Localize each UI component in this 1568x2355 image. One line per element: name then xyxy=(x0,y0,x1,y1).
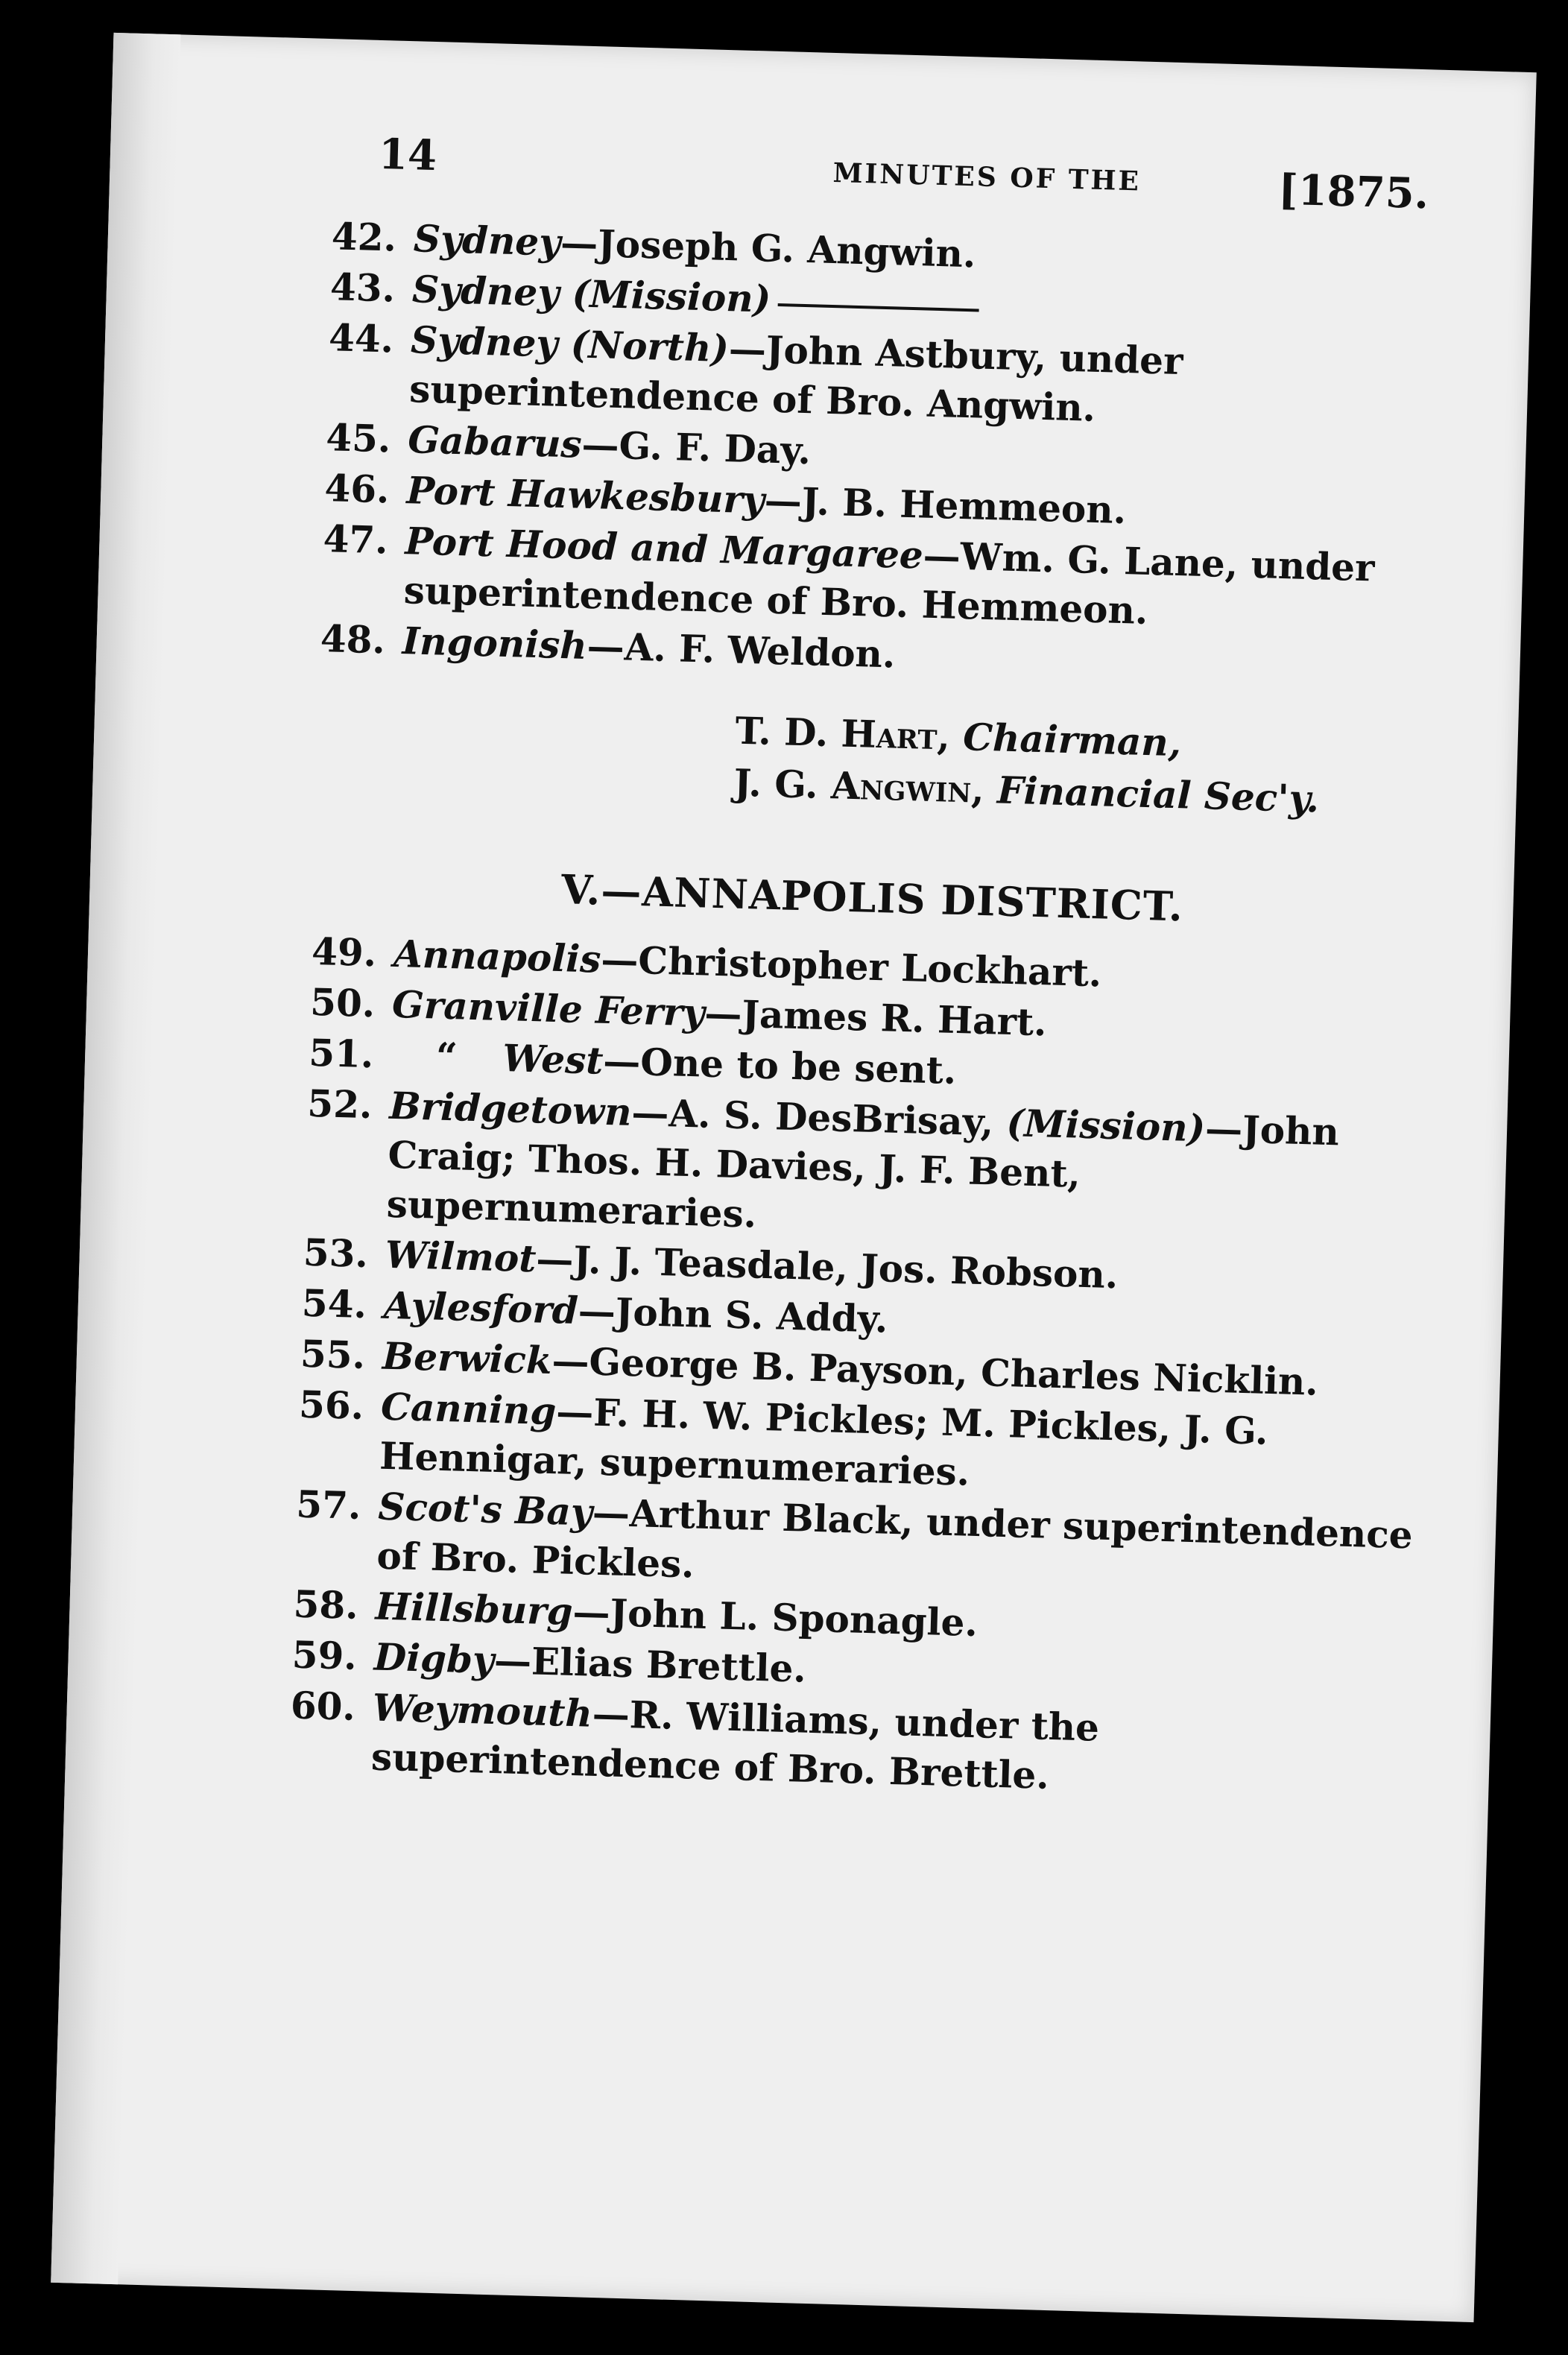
circuit-name: Scot's Bay xyxy=(377,1484,593,1534)
circuit-name: Hillsburg xyxy=(374,1584,574,1634)
blank-line xyxy=(778,303,979,312)
circuit-name: Sydney (North) xyxy=(410,317,730,371)
circuit-name: Aylesford xyxy=(383,1283,579,1333)
district-heading: V.—ANNAPOLIS DISTRICT. xyxy=(560,865,1184,931)
circuit-entry: 57. Scot's Bay—Arthur Black, under superintendence of Bro. Pickles. xyxy=(295,1482,1414,1587)
circuit-list-annapolis xyxy=(288,927,1429,1810)
circuit-list-cape-breton xyxy=(320,212,1450,695)
page-header xyxy=(378,130,1430,218)
circuit-entry: 47. Port Hood and Margaree—Wm. G. Lane, under superintendence of Bro. Hemmeon. xyxy=(322,516,1376,633)
circuit-name: Canning xyxy=(380,1384,557,1434)
circuit-name: Port Hawkesbury xyxy=(405,468,765,522)
circuit-entry: 44. Sydney (North)—John Astbury, under superintendence of Bro. Angwin. xyxy=(328,315,1184,430)
circuit-entry: 56. Canning—F. H. W. Pickles; M. Pickles, J. G. Hennigar, supernumeraries. xyxy=(298,1382,1269,1494)
year: [1875. xyxy=(1277,165,1430,219)
signature-chairman: T. D. Hart, Chairman, xyxy=(734,708,1182,765)
circuit-entry: 49. Annapolis—Christopher Lockhart. xyxy=(311,929,1103,996)
circuit-entry: 50. Granville Ferry—James R. Hart. xyxy=(309,979,1048,1045)
circuit-name: Granville Ferry xyxy=(391,981,706,1035)
circuit-entry: 46. Port Hawkesbury—J. B. Hemmeon. xyxy=(323,466,1127,533)
circuit-entry: 51. “ West—One to be sent. xyxy=(308,1030,958,1093)
circuit-entry: 43. Sydney (Mission) xyxy=(329,262,1448,343)
signature-financial-secretary: J. G. Angwin, Financial Sec'y. xyxy=(733,760,1321,821)
circuit-name: Sydney (Mission) xyxy=(411,267,772,321)
circuit-entry: 48. Ingonish—A. F. Weldon. xyxy=(320,616,897,677)
circuit-name: Berwick xyxy=(382,1333,553,1383)
circuit-entry: 52. Bridgetown—A. S. DesBrisay, (Mission)—John Craig; Thos. H. Davies, J. F. Bent, supernumeraries. xyxy=(306,1081,1340,1236)
circuit-name: Gabarus xyxy=(407,417,583,467)
circuit-name: Weymouth xyxy=(372,1685,593,1736)
circuit-entry: 60. Weymouth—R. Williams, under the superintendence of Bro. Brettle. xyxy=(290,1683,1100,1798)
running-title: MINUTES OF THE xyxy=(832,157,1142,197)
book-page xyxy=(51,33,1537,2322)
circuit-name: (Mission) xyxy=(1005,1100,1207,1151)
circuit-name: Ingonish xyxy=(402,619,588,668)
circuit-name: Bridgetown xyxy=(388,1083,633,1134)
circuit-entry: 54. Aylesford—John S. Addy. xyxy=(301,1280,889,1341)
circuit-entry: 53. Wilmot—J. J. Teasdale, Jos. Robson. xyxy=(303,1230,1119,1297)
circuit-name: Annapolis xyxy=(393,931,602,981)
page-number: 14 xyxy=(378,129,437,181)
circuit-entry: 45. Gabarus—G. F. Day. xyxy=(325,415,812,473)
circuit-name: Sydney xyxy=(413,216,562,265)
circuit-entry: 42. Sydney—Joseph G. Angwin. xyxy=(331,214,977,276)
circuit-entry: 55. Berwick—George B. Payson, Charles Nicklin. xyxy=(300,1331,1319,1404)
circuit-entry: 58. Hillsburg—John L. Sponagle. xyxy=(292,1581,979,1646)
ditto-mark: “ xyxy=(435,1034,458,1079)
page-content xyxy=(288,212,1450,1812)
circuit-name: Port Hood and Margaree xyxy=(404,519,924,578)
circuit-name: Wilmot xyxy=(385,1232,537,1281)
signatures xyxy=(733,705,1437,829)
circuit-entry: 59. Digby—Elias Brettle. xyxy=(291,1632,807,1691)
circuit-name: Digby xyxy=(373,1634,495,1683)
page-edge xyxy=(51,33,180,2284)
circuit-name: West xyxy=(502,1036,604,1083)
